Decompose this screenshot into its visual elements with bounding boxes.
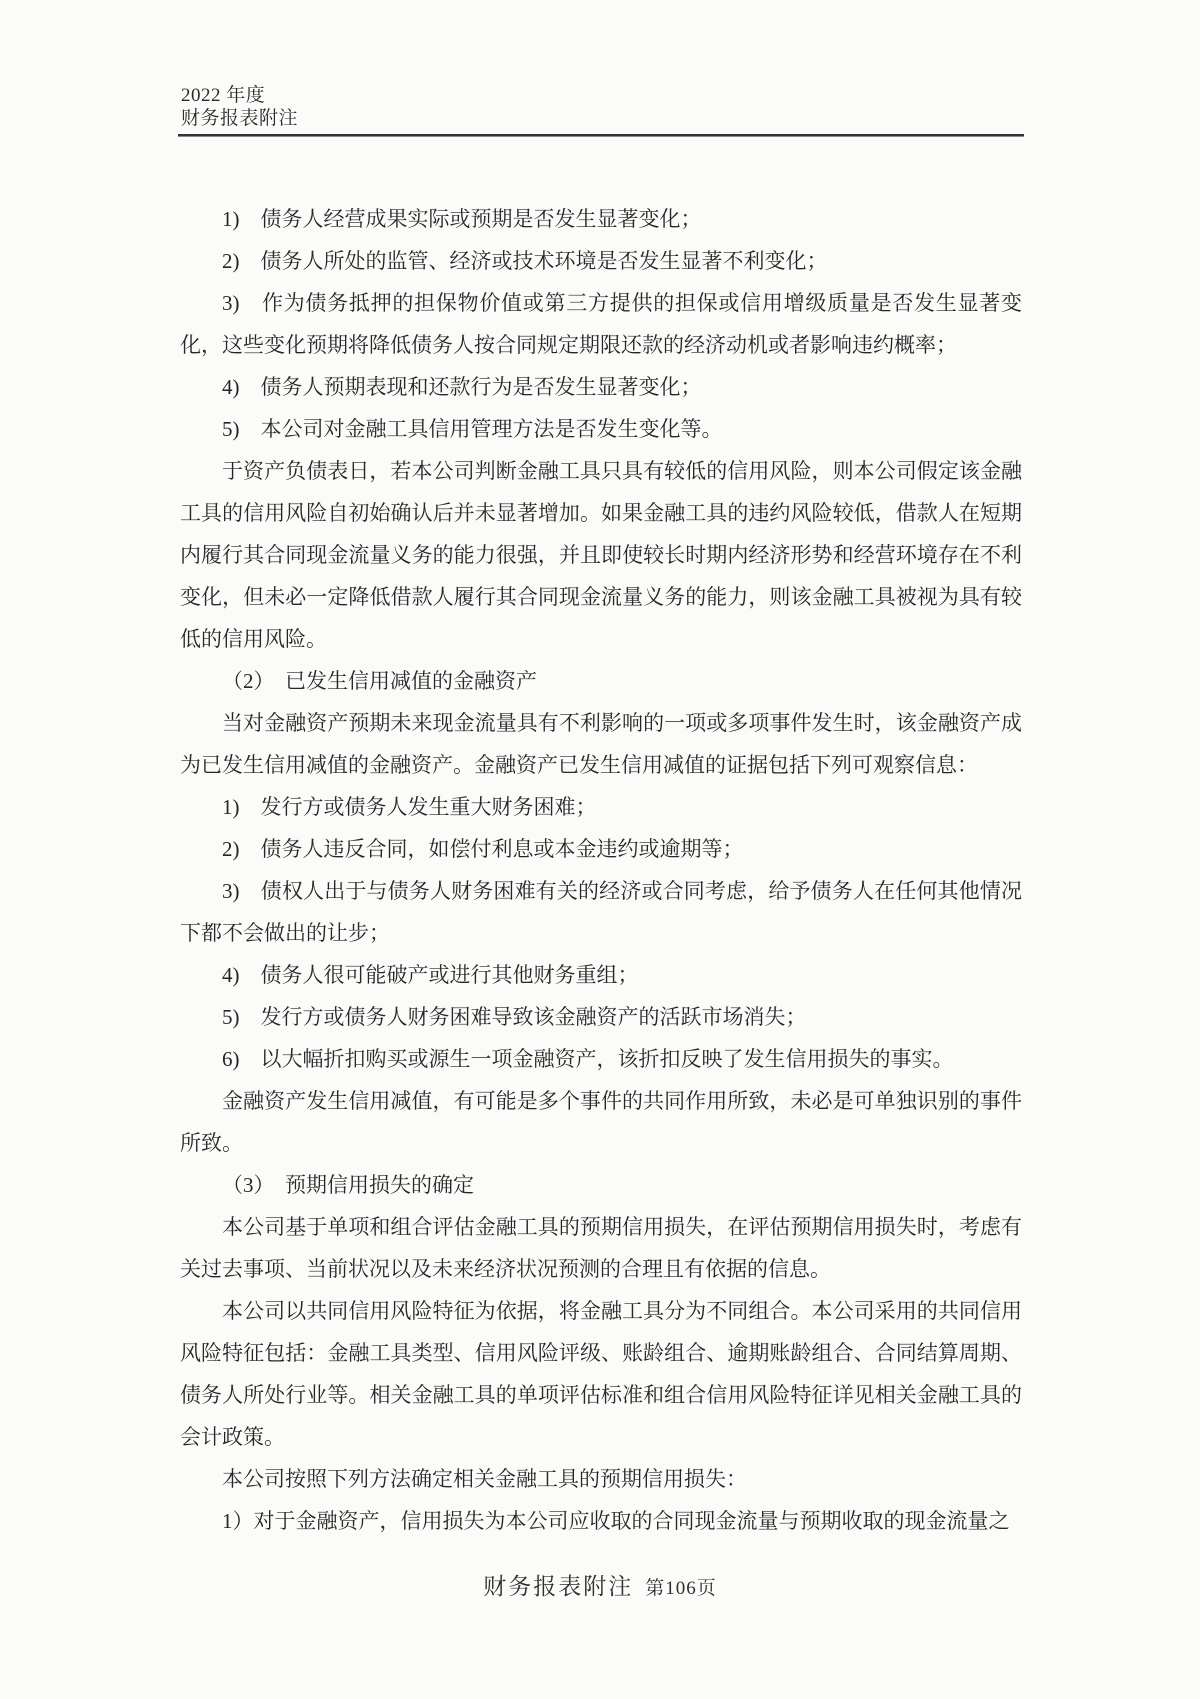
list-item: 1) 发行方或债务人发生重大财务困难； bbox=[222, 795, 597, 819]
list-item: 3) 债权人出于与债务人财务困难有关的经济或合同考虑，给予债务人在任何其他情况下都不会做出的让步； bbox=[180, 879, 1022, 945]
document-body bbox=[180, 198, 1022, 1542]
body-paragraph: 本公司以共同信用风险特征为依据，将金融工具分为不同组合。本公司采用的共同信用风险特征包括：金融工具类型、信用风险评级、账龄组合、逾期账龄组合、合同结算周期、债务人所处行业等。相关金融工具的单项评估标准和组合信用风险特征详见相关金融工具的会计政策。 bbox=[180, 1299, 1022, 1449]
body-paragraph: 于资产负债表日，若本公司判断金融工具只具有较低的信用风险，则本公司假定该金融工具的信用风险自初始确认后并未显著增加。如果金融工具的违约风险较低，借款人在短期内履行其合同现金流量义务的能力很强，并且即使较长时期内经济形势和经营环境存在不利变化，但未必一定降低借款人履行其合同现金流量义务的能力，则该金融工具被视为具有较低的信用风险。 bbox=[180, 459, 1022, 651]
list-item: 4) 债务人很可能破产或进行其他财务重组； bbox=[222, 963, 639, 987]
list-item: 2) 债务人所处的监管、经济或技术环境是否发生显著不利变化； bbox=[222, 249, 828, 273]
body-paragraph: 本公司按照下列方法确定相关金融工具的预期信用损失： bbox=[222, 1467, 747, 1491]
section-heading: （3） 预期信用损失的确定 bbox=[222, 1173, 474, 1197]
header-year: 2022 年度 bbox=[181, 85, 266, 106]
body-paragraph: 金融资产发生信用减值，有可能是多个事件的共同作用所致，未必是可单独识别的事件所致。 bbox=[180, 1089, 1022, 1155]
header-divider bbox=[178, 134, 1024, 137]
list-item: 5) 本公司对金融工具信用管理方法是否发生变化等。 bbox=[222, 417, 723, 441]
list-item: 2) 债务人违反合同，如偿付利息或本金违约或逾期等； bbox=[222, 837, 744, 861]
header-title: 财务报表附注 bbox=[181, 108, 299, 129]
body-paragraph: 1）对于金融资产，信用损失为本公司应收取的合同现金流量与预期收取的现金流量之 bbox=[222, 1509, 1010, 1533]
footer-title: 财务报表附注 bbox=[483, 1574, 634, 1599]
footer-page-number: 第106页 bbox=[645, 1578, 717, 1599]
list-item: 3) 作为债务抵押的担保物价值或第三方提供的担保或信用增级质量是否发生显著变化，这些变化预期将降低债务人按合同规定期限还款的经济动机或者影响违约概率； bbox=[180, 291, 1022, 357]
list-item: 1) 债务人经营成果实际或预期是否发生显著变化； bbox=[222, 207, 702, 231]
body-paragraph: 当对金融资产预期未来现金流量具有不利影响的一项或多项事件发生时，该金融资产成为已发生信用减值的金融资产。金融资产已发生信用减值的证据包括下列可观察信息： bbox=[180, 711, 1022, 777]
section-heading: （2） 已发生信用减值的金融资产 bbox=[222, 669, 537, 693]
list-item: 5) 发行方或债务人财务困难导致该金融资产的活跃市场消失； bbox=[222, 1005, 807, 1029]
body-paragraph: 本公司基于单项和组合评估金融工具的预期信用损失，在评估预期信用损失时，考虑有关过去事项、当前状况以及未来经济状况预测的合理且有依据的信息。 bbox=[180, 1215, 1022, 1281]
page-footer bbox=[0, 1568, 1200, 1601]
list-item: 4) 债务人预期表现和还款行为是否发生显著变化； bbox=[222, 375, 702, 399]
list-item: 6) 以大幅折扣购买或源生一项金融资产，该折扣反映了发生信用损失的事实。 bbox=[222, 1047, 954, 1071]
page-header bbox=[181, 84, 298, 130]
